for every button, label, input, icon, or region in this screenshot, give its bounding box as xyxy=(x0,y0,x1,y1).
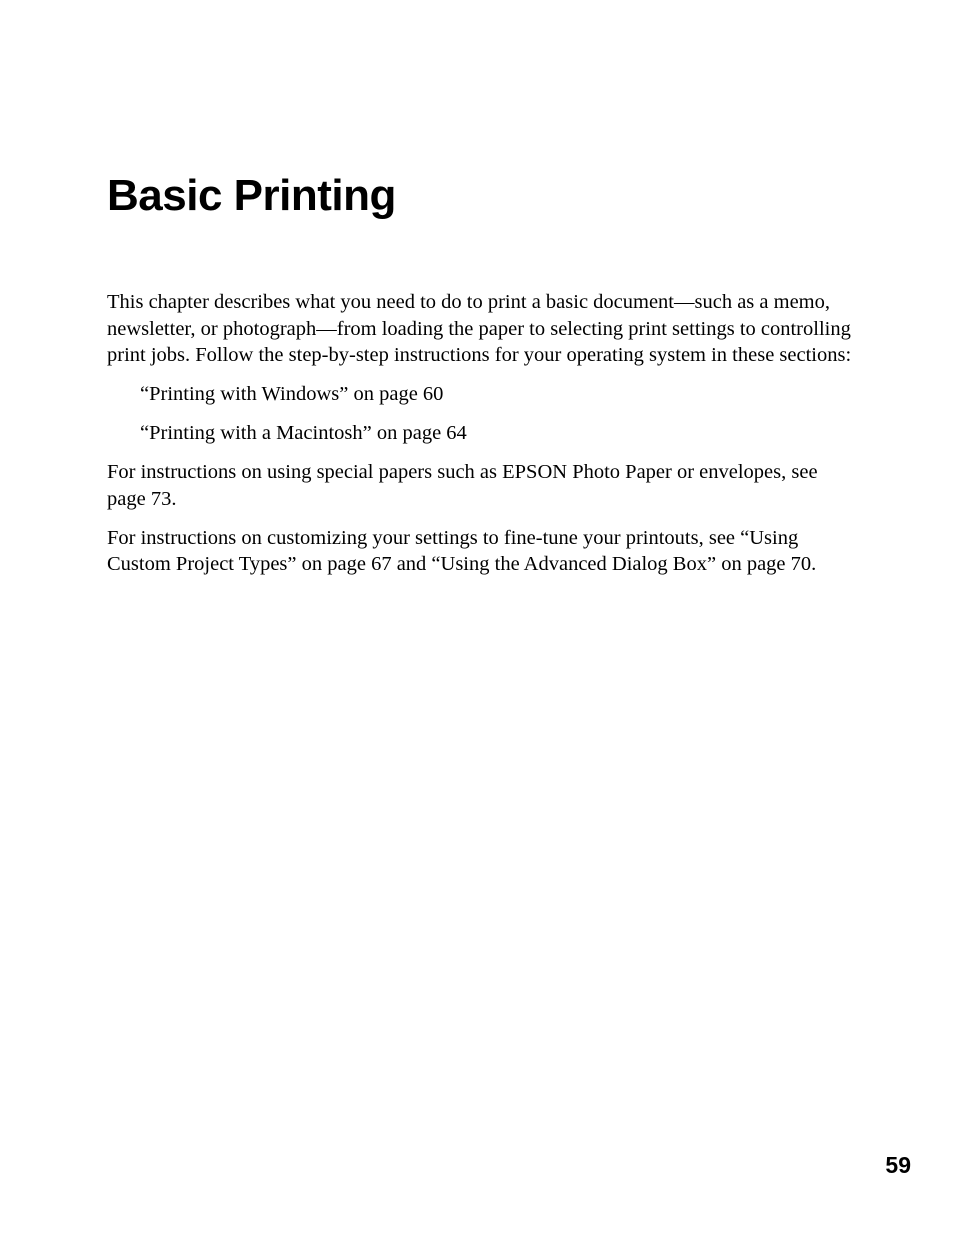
special-papers-paragraph: For instructions on using special papers such as EPSON Photo Paper or envelopes, see page 73. xyxy=(107,461,818,510)
customizing-paragraph: For instructions on customizing your settings to fine-tune your printouts, see “Using Custom Project Types” on page 67 and “Using the Advanced Dialog Box” on page 70. xyxy=(107,526,817,575)
windows-section-reference: “Printing with Windows” on page 60 xyxy=(140,383,444,405)
chapter-title: Basic Printing xyxy=(107,171,396,220)
page-number: 59 xyxy=(885,1152,911,1178)
chapter-body xyxy=(107,289,852,590)
macintosh-section-reference: “Printing with a Macintosh” on page 64 xyxy=(140,422,467,444)
intro-paragraph: This chapter describes what you need to do to print a basic document—such as a memo, newsletter, or photograph—from loading the paper to selecting print settings to controlling print jobs. Follow the step-by-step instructions for your operating system in these sections: xyxy=(107,291,852,366)
